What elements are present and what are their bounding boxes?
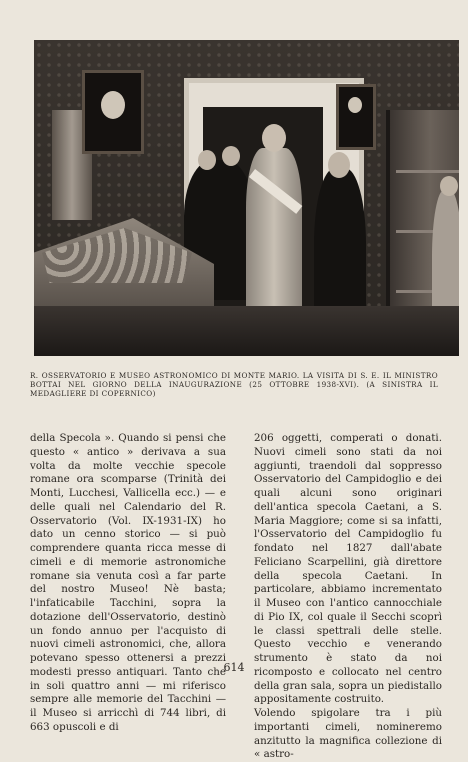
- paragraph: della Specola ». Quando si pensi che questo « antico » derivava a sua volta da molte vecchie specole romane ora scomparse (Trinità dei Monti, Lucchesi, Vallicella ecc.) — e delle quali nel Calendario del R. Osservatorio (Vol. IX-1931-IX) ho dato un cenno storico — si può comprendere quanta ricca messe di cimeli e di memorie astronomiche romane sia venuta così a far parte del nostro Museo! Nè basta; l'infaticabile Tacchini, sopra la dotazione dell'Osservatorio, destinò un fondo annuo per l'acquisto di nuovi cimeli astronomici, che, allora potevano spesso ottenersi a prezzi modesti presso antiquari. Tanto che in soli quattro anni — mi riferisco sempre alle memorie del Tacchini — il Museo si arricchì di 744 libri, di 663 opuscoli e di: [30, 432, 226, 733]
- photo-caption: R. OSSERVATORIO E MUSEO ASTRONOMICO DI MONTE MARIO. LA VISITA DI S. E. IL MINISTRO BOTTAI NEL GIORNO DELLA INAUGURAZIONE (25 OTTOBRE 1938-XVI). (A SINISTRA IL MEDAGLIERE DI COPERNICO): [30, 371, 438, 398]
- museum-photograph: [34, 40, 459, 356]
- portrait-left: [82, 70, 144, 154]
- text-column-right: [254, 432, 442, 762]
- floor: [34, 306, 459, 356]
- text-column-left: [30, 432, 226, 735]
- paragraph: Volendo spigolare tra i più importanti cimeli, nomineremo anzitutto la magnifica collezione di « astro-: [254, 707, 442, 761]
- portrait-right: [336, 84, 376, 150]
- page-number: 614: [223, 661, 245, 674]
- paragraph: 206 oggetti, comperati o donati. Nuovi cimeli sono stati da noi aggiunti, traendoli dal soppresso Osservatorio del Campidoglio e dei quali alcuni sono originari dell'antica specola Caetani, a S. Maria Maggiore; come si sa infatti, l'Osservatorio del Campidoglio fu fondato nel 1827 dall'abate Feliciano Scarpellini, già direttore della specola Caetani. In particolare, abbiamo incrementato il Museo con l'antico cannocchiale di Pio IX, col quale il Secchi scoprì le classi spettrali delle stelle. Questo vecchio e venerando strumento è stato da noi ricomposto e collocato nel centro della gran sala, sopra un piedistallo appositamente costruito.: [254, 432, 442, 706]
